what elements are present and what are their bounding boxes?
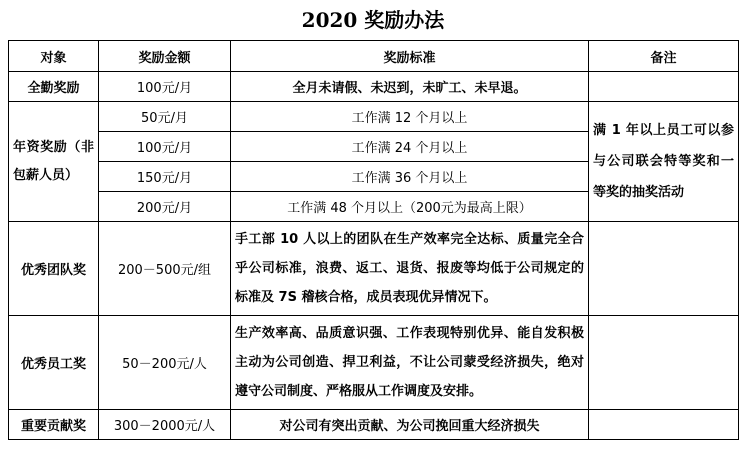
- note-cell: [589, 222, 739, 316]
- standard-cell: 手工部 10 人以上的团队在生产效率完全达标、质量完全合乎公司标准，浪费、返工、退货、报废等均低于公司规定的标准及 7S 稽核合格，成员表现优异情况下。: [231, 222, 589, 316]
- amount-cell: 150元/月: [99, 162, 231, 192]
- header-object: 对象: [9, 41, 99, 72]
- amount-cell: 300－2000元/人: [99, 410, 231, 440]
- object-cell: 全勤奖励: [9, 72, 99, 102]
- note-cell: 满 1 年以上员工可以参与公司联会特等奖和一等奖的抽奖活动: [589, 102, 739, 222]
- object-cell: 优秀团队奖: [9, 222, 99, 316]
- standard-cell: 工作满 12 个月以上: [231, 102, 589, 132]
- standard-cell: 对公司有突出贡献、为公司挽回重大经济损失: [231, 410, 589, 440]
- note-cell: [589, 410, 739, 440]
- table-row-employee: [9, 316, 739, 410]
- header-note: 备注: [589, 41, 739, 72]
- note-cell: [589, 72, 739, 102]
- page-title: 2020 奖励办法: [301, 8, 445, 32]
- standard-cell: 生产效率高、品质意识强、工作表现特别优异、能自发积极主动为公司创造、捍卫利益，不让公司蒙受经济损失，绝对遵守公司制度、严格服从工作调度及安排。: [231, 316, 589, 410]
- amount-cell: 50－200元/人: [99, 316, 231, 410]
- standard-cell: 工作满 36 个月以上: [231, 162, 589, 192]
- table-row-contribution: [9, 410, 739, 440]
- table-row-team: [9, 222, 739, 316]
- reward-table: [8, 40, 739, 440]
- amount-cell: 100元/月: [99, 132, 231, 162]
- table-header-row: [9, 41, 739, 72]
- table-row-seniority-1: [9, 102, 739, 132]
- header-amount: 奖励金额: [99, 41, 231, 72]
- standard-cell: 工作满 48 个月以上（200元为最高上限）: [231, 192, 589, 222]
- standard-cell: 工作满 24 个月以上: [231, 132, 589, 162]
- amount-cell: 100元/月: [99, 72, 231, 102]
- object-cell: 优秀员工奖: [9, 316, 99, 410]
- object-cell: 重要贡献奖: [9, 410, 99, 440]
- amount-cell: 200－500元/组: [99, 222, 231, 316]
- table-row-attendance: [9, 72, 739, 102]
- object-cell: 年资奖励（非包薪人员）: [9, 102, 99, 222]
- header-standard: 奖励标准: [231, 41, 589, 72]
- amount-cell: 200元/月: [99, 192, 231, 222]
- standard-cell: 全月未请假、未迟到，未旷工、未早退。: [231, 72, 589, 102]
- note-cell: [589, 316, 739, 410]
- amount-cell: 50元/月: [99, 102, 231, 132]
